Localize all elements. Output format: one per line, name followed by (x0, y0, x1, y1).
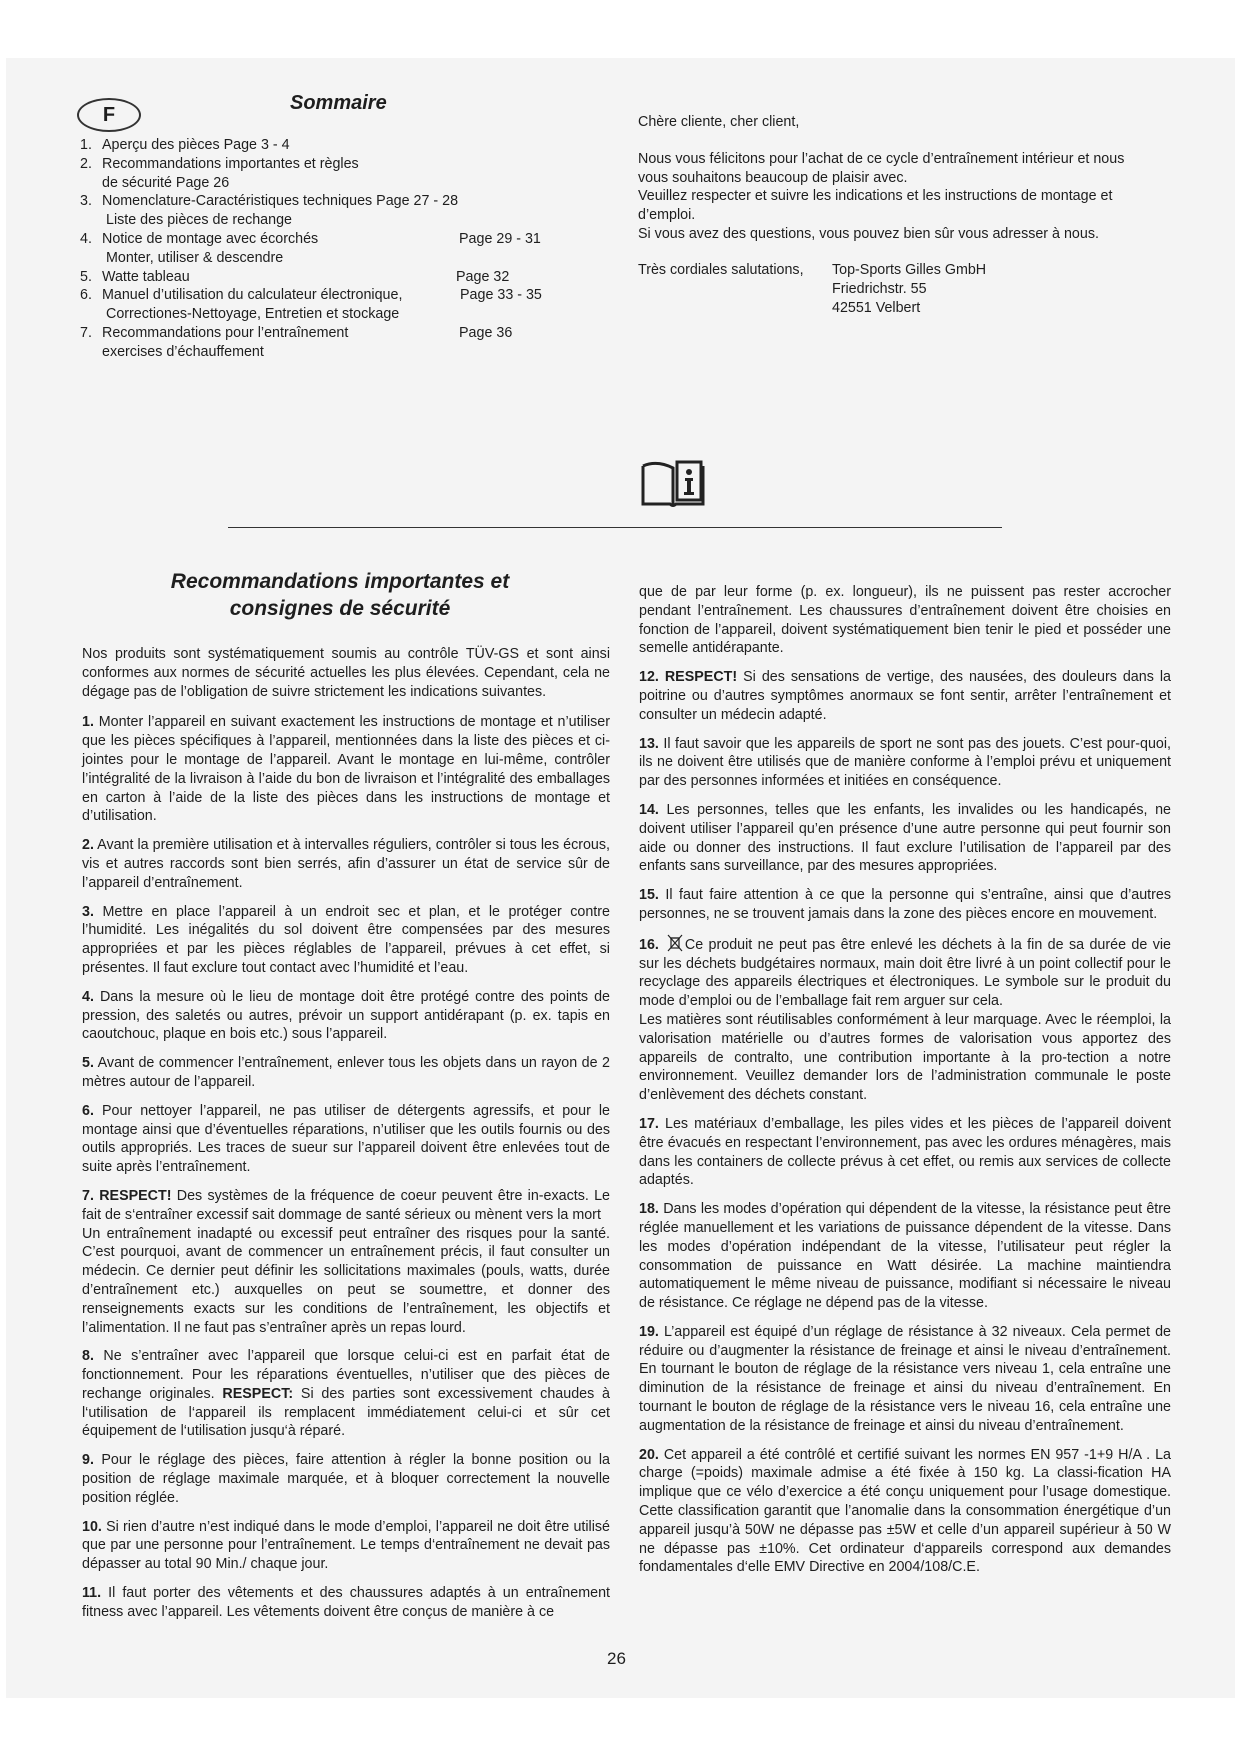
toc-item: 1. Aperçu des pièces Page 3 - 4 (80, 137, 290, 153)
list-item: 4. Dans la mesure où le lieu de montage doit être protégé contre des points de pression, des saletés ou autres, prévoir un support antidérapant (p. ex. tapis en caoutchouc, plaque en bois etc.) sous l’appareil. (82, 988, 610, 1043)
list-item-continuation: que de par leur forme (p. ex. longueur), ils ne puissent pas rester accrocher pendant l’entraînement. Les chaussures d’entraînement doivent être choisies en fonction de l’appareil, doivent systématiquement bien tenir le pied et posséder une semelle antidérapante. (639, 584, 1171, 657)
list-item: 20. Cet appareil a été contrôlé et certifié suivant les normes EN 957 -1+9 H/A . La charge (=poids) maximale admise a été fixée à 150 kg. La classi-fication HA implique que ce vélo d’exercice a été conçu uniquement pour l’usage domestique. Cette classification garantit que l’anomalie dans la consommation énergétique d’un appareil jusqu’à 50W ne dépasse pas ±5W et celle d’un appareil supérieur à 50 W ne dépasse pas ±10%. Cet ordinateur d‘appareils correspond aux demandes fondamentales d‘elle EMV Directive en 2004/108/C.E. (639, 1446, 1171, 1576)
company-name: Top-Sports Gilles GmbH (832, 262, 987, 278)
list-item: 12. RESPECT! Si des sensations de vertige, des nausées, des douleurs dans la poitrine ou d’autres symptômes anormaux se font sentir, arrêter l’entraînement et consulter un médecin adapté. (639, 669, 1171, 723)
toc-subline: exercises d’échauffement (102, 343, 264, 360)
list-item: 2. Avant la première utilisation et à intervalles réguliers, contrôler si tous les écrous, vis et autres raccords sont bien serrés, afin d’assurer un état de service sûr de l’appareil d’entraînement. (82, 837, 610, 891)
intro-paragraph: Nos produits sont systématiquement soumis au contrôle TÜV-GS et sont ainsi conformes aux normes de sécurité actuelles les plus élevées. Cependant, cela ne dégage pas de l’obligation de suivre strictement les indications suivantes. (82, 646, 610, 700)
signature-block (638, 261, 987, 316)
toc-subline: de sécurité Page 26 (102, 174, 230, 191)
greeting-paragraph: Si vous avez des questions, vous pouvez bien sûr vous adresser à nous. (638, 225, 1099, 242)
toc-item: 5. Watte tableau Page 32 (80, 268, 510, 285)
list-item: 5. Avant de commencer l’entraînement, enlever tous les objets dans un rayon de 2 mètres autour de l’appareil. (82, 1055, 610, 1090)
list-item: 1. Monter l’appareil en suivant exactement les instructions de montage et n’utiliser que les pièces spécifiques à l’appareil, mentionnées dans la liste des pièces et ci-jointes pour le montage de l’appareil. Avant le montage en lui-même, contrôler l’intégralité de la livraison à l’aide du bon de livraison et l’intégralité des emballages en carton à l’aide de la liste des pièces dans les instructions de montage et d’utilisation. (82, 714, 610, 825)
list-item: 8. Ne s’entraîner avec l’appareil que lorsque celui-ci est en parfait état de fonctionnement. Pour les réparations éventuelles, n’utiliser que des pièces de rechange originales. RESPECT: Si des parties sont excessivement chaudes à l‘utilisation de l‘appareil ils remplacent immédiatement celui-ci et sûr cet équipement de l‘utilisation jusqu‘à réparé. (82, 1348, 610, 1440)
list-item: 11. Il faut porter des vêtements et des chaussures adaptés à un entraînement fitness avec l’appareil. Les vêtements doivent être conçus de manière à ce (82, 1585, 610, 1620)
list-item: 9. Pour le réglage des pièces, faire attention à régler la bonne position ou la position de réglage maximale marquée, et à bloquer correctement la nouvelle position réglée. (82, 1452, 610, 1506)
manual-info-icon (640, 458, 706, 508)
list-item: 13. Il faut savoir que les appareils de sport ne sont pas des jouets. C’est pour-quoi, ils ne doivent être utilisés que de manière conforme à l’emploi prévu et uniquement par des personnes informées et initiées en conséquence. (639, 735, 1171, 790)
list-item: 16. Ce produit ne peut pas être enlevé les déchets à la fin de sa durée de vie sur les déchets budgétaires normaux, main doit être livré à un point collectif pour le recyclage des appareils électriques et électroniques. Le symbole sur le produit du mode d’emploi ou de l’emballage fait rem arguer sur cela. (639, 934, 1171, 1011)
divider (228, 527, 1002, 528)
salutation: Chère cliente, cher client, (638, 114, 800, 130)
toc-item: 2. Recommandations importantes et règles (80, 155, 359, 172)
list-item-continuation: Un entraînement inadapté ou excessif peut entraîner des risques pour la santé. C’est pourquoi, avant de commencer un entraînement précis, il faut consulter un médecin. Ce dernier peut définir les sollicitations maximales (pouls, watts, durée d’entraînement etc.) auxquelles on peut se soumettre, et donner des renseignements exacts sur les conditions de l’entraînement, les objectifs et l’alimentation. Il ne faut pas s’entraîner après un repas lourd. (82, 1225, 610, 1336)
left-column (82, 645, 610, 1632)
toc-item: 7. Recommandations pour l’entraînement Page 36 (80, 324, 513, 341)
toc-subline: Monter, utiliser & descendre (106, 249, 284, 266)
company-address (832, 261, 986, 318)
list-item: 17. Les matériaux d’emballage, les piles vides et les pièces de l’appareil doivent être évacués en respectant l’environnement, pas avec les ordures ménagères, mais dans les containers de collecte prévus à cet effet, ou remis aux services de collecte adaptés. (639, 1115, 1171, 1189)
crossed-bin-icon (667, 934, 683, 952)
list-item: 3. Mettre en place l’appareil à un endroit sec et plan, et le protéger contre l’humidité. Les inégalités du sol doivent être compensées par des mesures appropriées et par les pièces réglables de l’appareil, prévues à cet effet, si présentes. Il faut exclure tout contact avec l’humidité et l’eau. (82, 903, 610, 976)
list-item: 10. Si rien d’autre n’est indiqué dans le mode d’emploi, l’appareil ne doit être utilisé que par une personne pour l’entraînement. Le temps d‘entraînement ne devait pas dépasser au total 90 Min./ chaque jour. (82, 1518, 611, 1573)
language-badge: F (77, 98, 141, 132)
greeting-paragraph: Nous vous félicitons pour l’achat de ce cycle d’entraînement intérieur et nous vous souhaitons beaucoup de plaisir avec. (638, 150, 1125, 186)
company-street: Friedrichstr. 55 (832, 281, 927, 297)
toc-item: 4. Notice de montage avec écorchés Page 29 - 31 (80, 230, 541, 247)
list-item: 19. L’appareil est équipé d’un réglage de résistance à 32 niveaux. Cela permet de réduire ou d’augmenter la résistance de freinage et ainsi le niveau d’entraînement. En tournant le bouton de réglage de la résistance vers niveau 1, cela entraîne une diminution de la résistance de freinage et ainsi du niveau d’entraînement. En tournant le bouton de réglage de la résistance vers le niveau 16, cela entraîne une augmentation de la résistance de freinage et ainsi du niveau d’entraînement. (639, 1323, 1171, 1434)
sommaire-title: Sommaire (290, 92, 387, 114)
list-item: 6. Pour nettoyer l’appareil, ne pas utiliser de détergents agressifs, et pour le montage ainsi que d’éventuelles réparations, n’utiliser que les outils fournis ou des outils appropriés. Les traces de sueur sur l’appareil doivent être enlevées tout de suite après l’entraînement. (82, 1102, 610, 1176)
toc-item: 3. Nomenclature-Caractéristiques techniques Page 27 - 28 (80, 193, 459, 210)
toc-subline: Correctiones-Nettoyage, Entretien et stockage (106, 306, 400, 323)
greeting-block (638, 113, 1158, 244)
table-of-contents (80, 136, 600, 362)
list-item-continuation: Les matières sont réutilisables conformément à leur marquage. Avec le réemploi, la valorisation matérielle ou d’autres formes de valorisation vous apportez des appareils de contralto, une contribution importante à la pro-tection a notre environnement. Veuillez demander lors de l’administration communale le poste d’enlèvement des déchets constant. (639, 1011, 1171, 1104)
list-item: 18. Dans les modes d’opération qui dépendent de la vitesse, la résistance peut être réglée manuellement et les variations de puissance dépendent de la vitesse. Dans les modes d’opération indépendant de la vitesse, l’utilisateur peut régler la consommation de puissance en Watt désirée. La machine maintiendra automatiquement le même niveau de puissance, modifiant si nécessaire le niveau de résistance. Ce réglage ne dépend pas de la vitesse. (639, 1201, 1171, 1312)
page-number: 26 (607, 1649, 626, 1668)
right-column (639, 583, 1171, 1587)
section-title: Recommandations importantes et consignes de sécurité (170, 570, 510, 620)
list-item: 14. Les personnes, telles que les enfants, les invalides ou les handicapés, ne doivent utiliser l’appareil qu’en présence d’une autre personne qui peut fournir son aide ou donner des instructions. Il faut exclure l’utilisation de l’appareil par des enfants sans surveillance, par des mesures appropriées. (639, 801, 1171, 875)
company-city: 42551 Velbert (832, 300, 921, 316)
greeting-paragraph: Veuillez respecter et suivre les indications et les instructions de montage et d’emploi. (638, 188, 1113, 224)
list-item: 7. RESPECT! Des systèmes de la fréquence de coeur peuvent être in-exacts. Le fait de s‘entraîner excessif sait dommage de santé sérieux ou mènent vers la mort (82, 1187, 610, 1223)
toc-subline: Liste des pièces de rechange (106, 212, 292, 229)
toc-item: 6. Manuel d’utilisation du calculateur électronique, Page 33 - 35 (80, 287, 542, 304)
list-item: 15. Il faut faire attention à ce que la personne qui s’entraîne, ainsi que d’autres personnes, ne se trouvent jamais dans la zone des pièces encore en mouvement. (639, 887, 1171, 922)
closing-text: Très cordiales salutations, (638, 262, 804, 278)
